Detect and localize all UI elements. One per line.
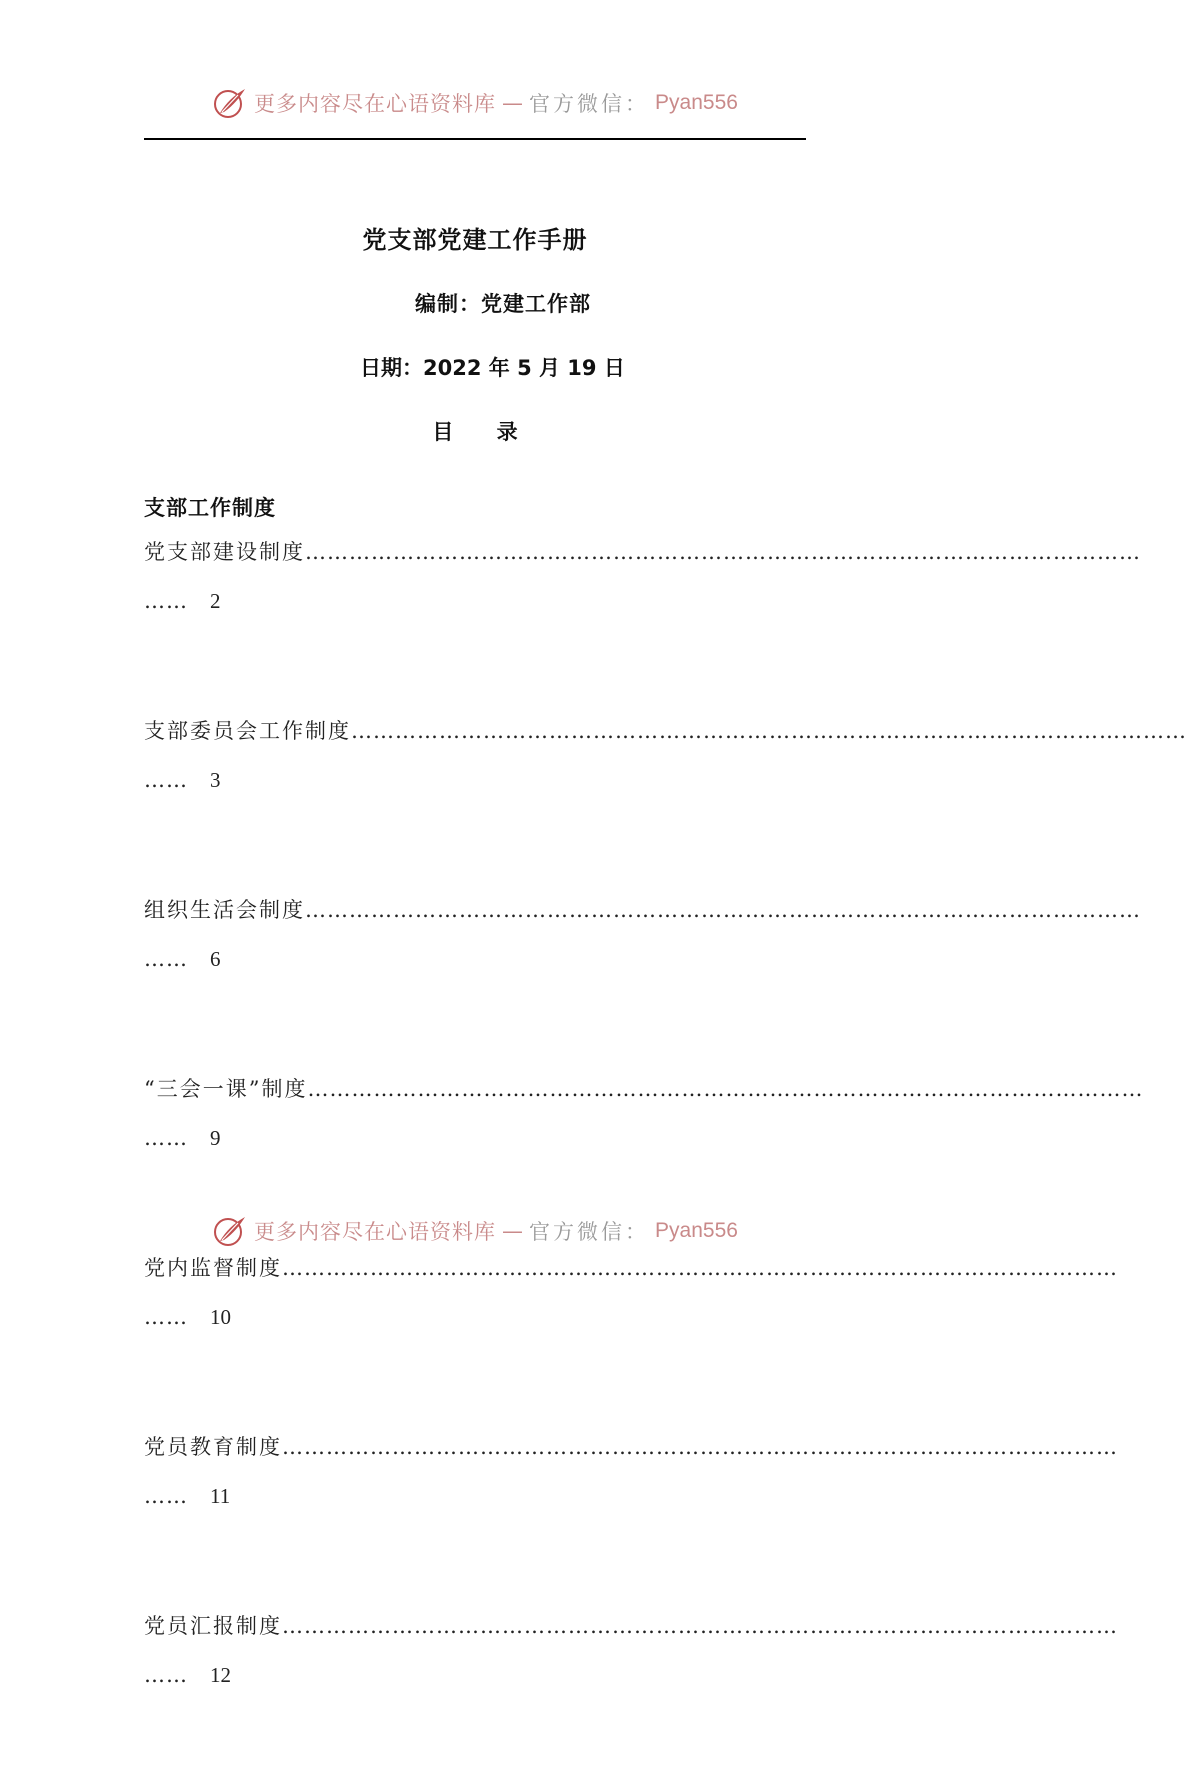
toc-entry[interactable] [144, 713, 1187, 892]
toc-page-number: 9 [210, 1126, 221, 1150]
toc-tail-dots: …… [144, 1305, 188, 1329]
banner-official-label: 官方微信： [529, 1220, 650, 1244]
toc-tail-dots: …… [144, 1126, 188, 1150]
toc-entry[interactable] [144, 1608, 1118, 1787]
banner-text: 更多内容尽在心语资料库 [254, 92, 497, 116]
toc-tail-dots: …… [144, 947, 188, 971]
toc-leader-dots: …………………………………………………………………………………………………… [282, 1256, 1118, 1280]
toc-entry[interactable] [144, 534, 1141, 713]
toc-leader-dots: …………………………………………………………………………………………………… [282, 1614, 1118, 1638]
toc-entry[interactable] [144, 1429, 1118, 1608]
toc-entry-title: “三会一课”制度 [144, 1077, 308, 1101]
toc-entry-title: 党内监督制度 [144, 1256, 282, 1280]
toc-tail-dots: …… [144, 1663, 188, 1687]
banner-text: 更多内容尽在心语资料库 [254, 1220, 497, 1244]
toc-tail-dots: …… [144, 768, 188, 792]
banner-wechat-id: Pyan556 [655, 1219, 738, 1242]
toc-leader-dots: …………………………………………………………………………………………………… [282, 1435, 1118, 1459]
toc-page-number: 10 [210, 1305, 231, 1329]
footer-watermark-banner [0, 1211, 950, 1251]
header-rule [144, 138, 806, 140]
document-title: 党支部党建工作手册 [362, 226, 588, 254]
feather-pen-logo-icon [212, 85, 248, 121]
feather-pen-logo-icon [212, 1213, 248, 1249]
toc-entry-title: 党支部建设制度 [144, 540, 305, 564]
toc-entry-title: 党员汇报制度 [144, 1614, 282, 1638]
toc-leader-dots: …………………………………………………………………………………………………… [351, 719, 1187, 743]
banner-dash: — [502, 91, 524, 115]
toc-leader-dots: …………………………………………………………………………………………………… [305, 540, 1141, 564]
compiler-line: 编制：党建工作部 [415, 292, 591, 316]
banner-dash: — [502, 1219, 524, 1243]
toc-tail-dots: …… [144, 589, 188, 613]
toc-page-number: 6 [210, 947, 221, 971]
toc-entry[interactable] [144, 1250, 1118, 1429]
table-of-contents [144, 534, 1187, 1787]
toc-entry[interactable] [144, 892, 1141, 1071]
toc-leader-dots: …………………………………………………………………………………………………… [305, 898, 1141, 922]
banner-wechat-id: Pyan556 [655, 91, 738, 114]
toc-page-number: 3 [210, 768, 221, 792]
toc-page-number: 2 [210, 589, 221, 613]
toc-tail-dots: …… [144, 1484, 188, 1508]
toc-heading: 目 录 [432, 420, 536, 444]
date-line: 日期：2022 年 5 月 19 日 [360, 356, 625, 380]
toc-entry-title: 组织生活会制度 [144, 898, 305, 922]
toc-entry-title: 党员教育制度 [144, 1435, 282, 1459]
toc-page-number: 12 [210, 1663, 231, 1687]
toc-entry-title: 支部委员会工作制度 [144, 719, 351, 743]
banner-official-label: 官方微信： [529, 92, 650, 116]
header-watermark-banner [0, 83, 950, 123]
section-title: 支部工作制度 [144, 496, 276, 520]
toc-leader-dots: …………………………………………………………………………………………………… [307, 1077, 1144, 1101]
toc-page-number: 11 [210, 1484, 231, 1508]
